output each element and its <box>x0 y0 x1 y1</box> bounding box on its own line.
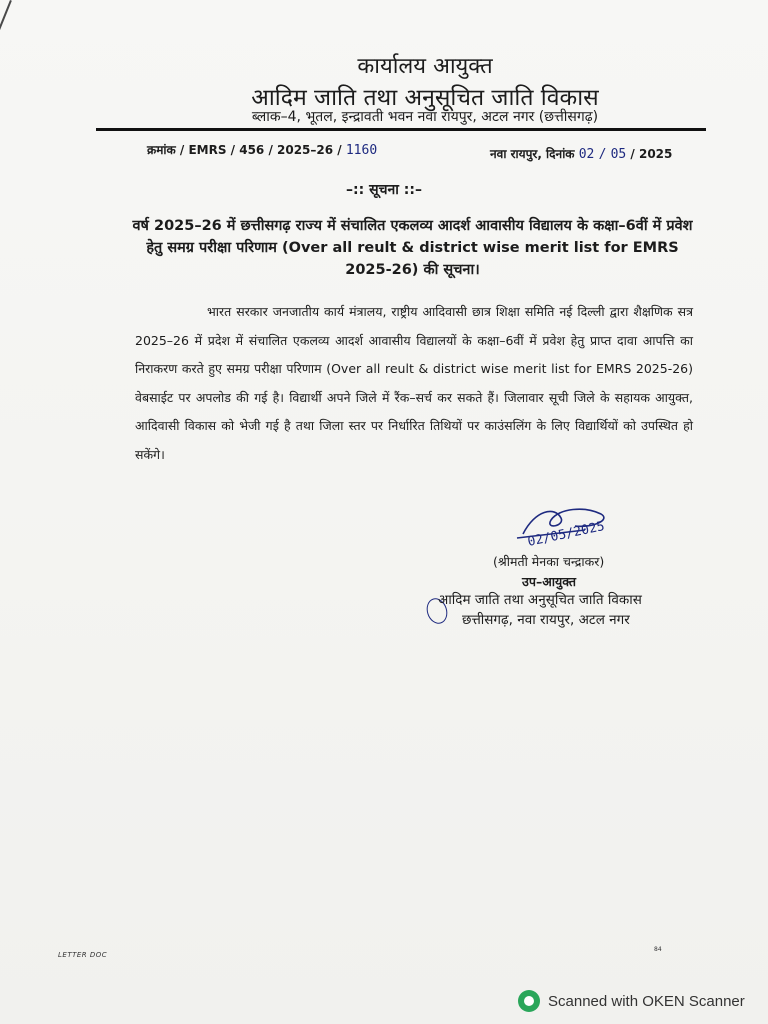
header-divider <box>96 128 706 131</box>
date-prefix: नवा रायपुर, दिनांक <box>490 147 575 161</box>
scanner-watermark <box>518 990 745 1012</box>
office-title: कार्यालय आयुक्त <box>357 54 493 79</box>
paper-fold-line <box>0 0 12 121</box>
footer-letterdoc-mark: LETTER DOC <box>58 951 108 959</box>
office-address: ब्लाक–4, भूतल, इन्द्रावती भवन नवा रायपुर, अटल नगर (छत्तीसगढ़) <box>251 109 599 125</box>
date-day: 02 <box>578 147 595 162</box>
notice-heading: –:: सूचना ::– <box>346 182 422 198</box>
reference-number <box>147 141 377 158</box>
date-month: 05 <box>610 147 627 162</box>
handwritten-ref-number: 1160 <box>345 143 378 158</box>
footer-page-mark: 84 <box>654 946 662 953</box>
oken-scanner-icon <box>518 990 540 1012</box>
reference-prefix: क्रमांक / EMRS / 456 / 2025–26 / <box>147 143 342 157</box>
signatory-location: छत्तीसगढ़, नवा रायपुर, अटल नगर <box>462 612 630 628</box>
date-year: / 2025 <box>630 147 673 161</box>
notice-body: भारत सरकार जनजातीय कार्य मंत्रालय, राष्ट्रीय आदिवासी छात्र शिक्षा समिति नई दिल्ली द्वारा शैक्षणिक सत्र 2025–26 में प्रदेश में संचालित एकलव्य आदर्श आवासीय विद्यालयों के कक्षा–6वीं में प्रवेश हेतु प्राप्त दावा आपत्ति का निराकरण करते हुए समग्र परीक्षा परिणाम (Over all reult & district wise merit list for EMRS 2025-26) वेबसाईट पर अपलोड की गई है। विद्यार्थी अपने जिले में रैंक–सर्च कर सकते हैं। जिलावार सूची जिले के सहायक आयुक्त, आदिवासी विकास को भेजी गई है तथा जिला स्तर पर निर्धारित तिथियों पर काउंसलिंग के लिए विद्यार्थियों को उपस्थित हो सकेंगे। <box>135 304 693 462</box>
letter-date: नवा रायपुर, दिनांक 02 / 05 / 2025 <box>490 147 673 162</box>
scanner-watermark-text: Scanned with OKEN Scanner <box>548 992 745 1010</box>
signatory-designation: उप–आयुक्त <box>522 574 577 589</box>
signatory-name: (श्रीमती मेनका चन्द्राकर) <box>493 554 605 569</box>
signature-handwritten-date: 02/05/2025 <box>526 519 606 550</box>
signatory-department: आदिम जाति तथा अनुसूचित जाति विकास <box>438 592 642 608</box>
notice-subject: वर्ष 2025–26 में छत्तीसगढ़ राज्य में संचालित एकलव्य आदर्श आवासीय विद्यालय के कक्षा–6वीं में प्रवेश हेतु समग्र परीक्षा परिणाम (Over all reult & district wise merit list for EMRS 2025-26) की सूचना। <box>132 218 693 278</box>
department-title: आदिम जाति तथा अनुसूचित जाति विकास <box>251 85 599 111</box>
